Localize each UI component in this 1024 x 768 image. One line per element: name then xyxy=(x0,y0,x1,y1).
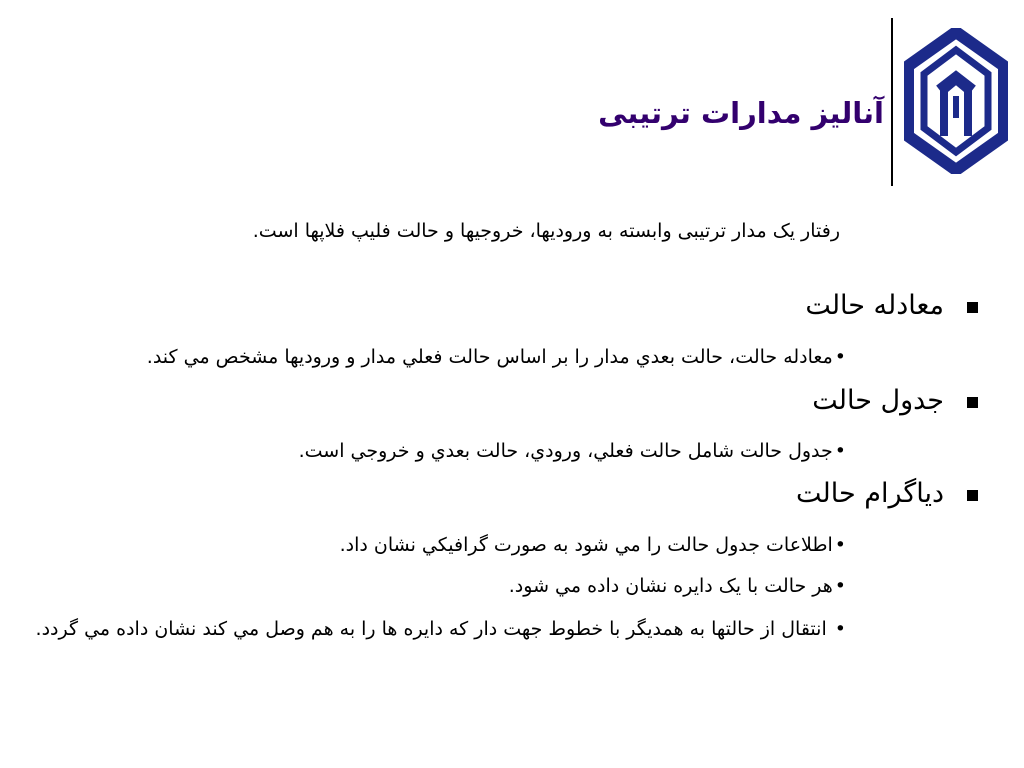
section-item xyxy=(299,440,846,462)
section-item-text: هر حالت با یک دایره نشان داده مي شود. xyxy=(508,575,833,597)
intro-text: رفتار یک مدار ترتیبی وابسته به ورودیها، خروجیها و حالت فلیپ فلاپها است. xyxy=(252,220,840,242)
square-bullet-icon xyxy=(967,490,978,501)
section-item xyxy=(0,606,846,652)
square-bullet-icon xyxy=(967,302,978,313)
section-item xyxy=(340,534,846,556)
section-item-text: جدول حالت شامل حالت فعلي، ورودي، حالت بعدي و خروجي است. xyxy=(298,440,833,462)
section-item-text: انتقال از حالتها به همدیگر با خطوط جهت دار که دایره ها را به هم وصل مي كند نشان داده مي گردد. xyxy=(35,618,833,640)
section-heading-state-table xyxy=(812,385,944,416)
section-item xyxy=(147,346,846,368)
dot-bullet-icon: • xyxy=(834,440,846,462)
university-emblem-icon xyxy=(904,28,1008,174)
dot-bullet-icon: • xyxy=(834,575,846,597)
section-heading-label: دیاگرام حالت xyxy=(796,478,944,509)
square-bullet-icon xyxy=(967,397,978,408)
slide-title: آنالیز مدارات ترتیبی xyxy=(598,96,884,130)
dot-bullet-icon: • xyxy=(834,618,846,640)
section-heading-label: جدول حالت xyxy=(812,385,944,416)
dot-bullet-icon: • xyxy=(834,346,846,368)
section-item-text: اطلاعات جدول حالت را مي شود به صورت گرافيكي نشان داد. xyxy=(339,534,833,556)
dot-bullet-icon: • xyxy=(834,534,846,556)
section-item xyxy=(509,575,846,597)
section-item-text: معادله حالت، حالت بعدي مدار را بر اساس حالت فعلي مدار و وروديها مشخص مي كند. xyxy=(146,346,833,368)
section-heading-state-equation xyxy=(805,290,944,321)
header-divider xyxy=(891,18,893,186)
section-heading-state-diagram xyxy=(796,478,944,509)
section-heading-label: معادله حالت xyxy=(805,290,944,321)
